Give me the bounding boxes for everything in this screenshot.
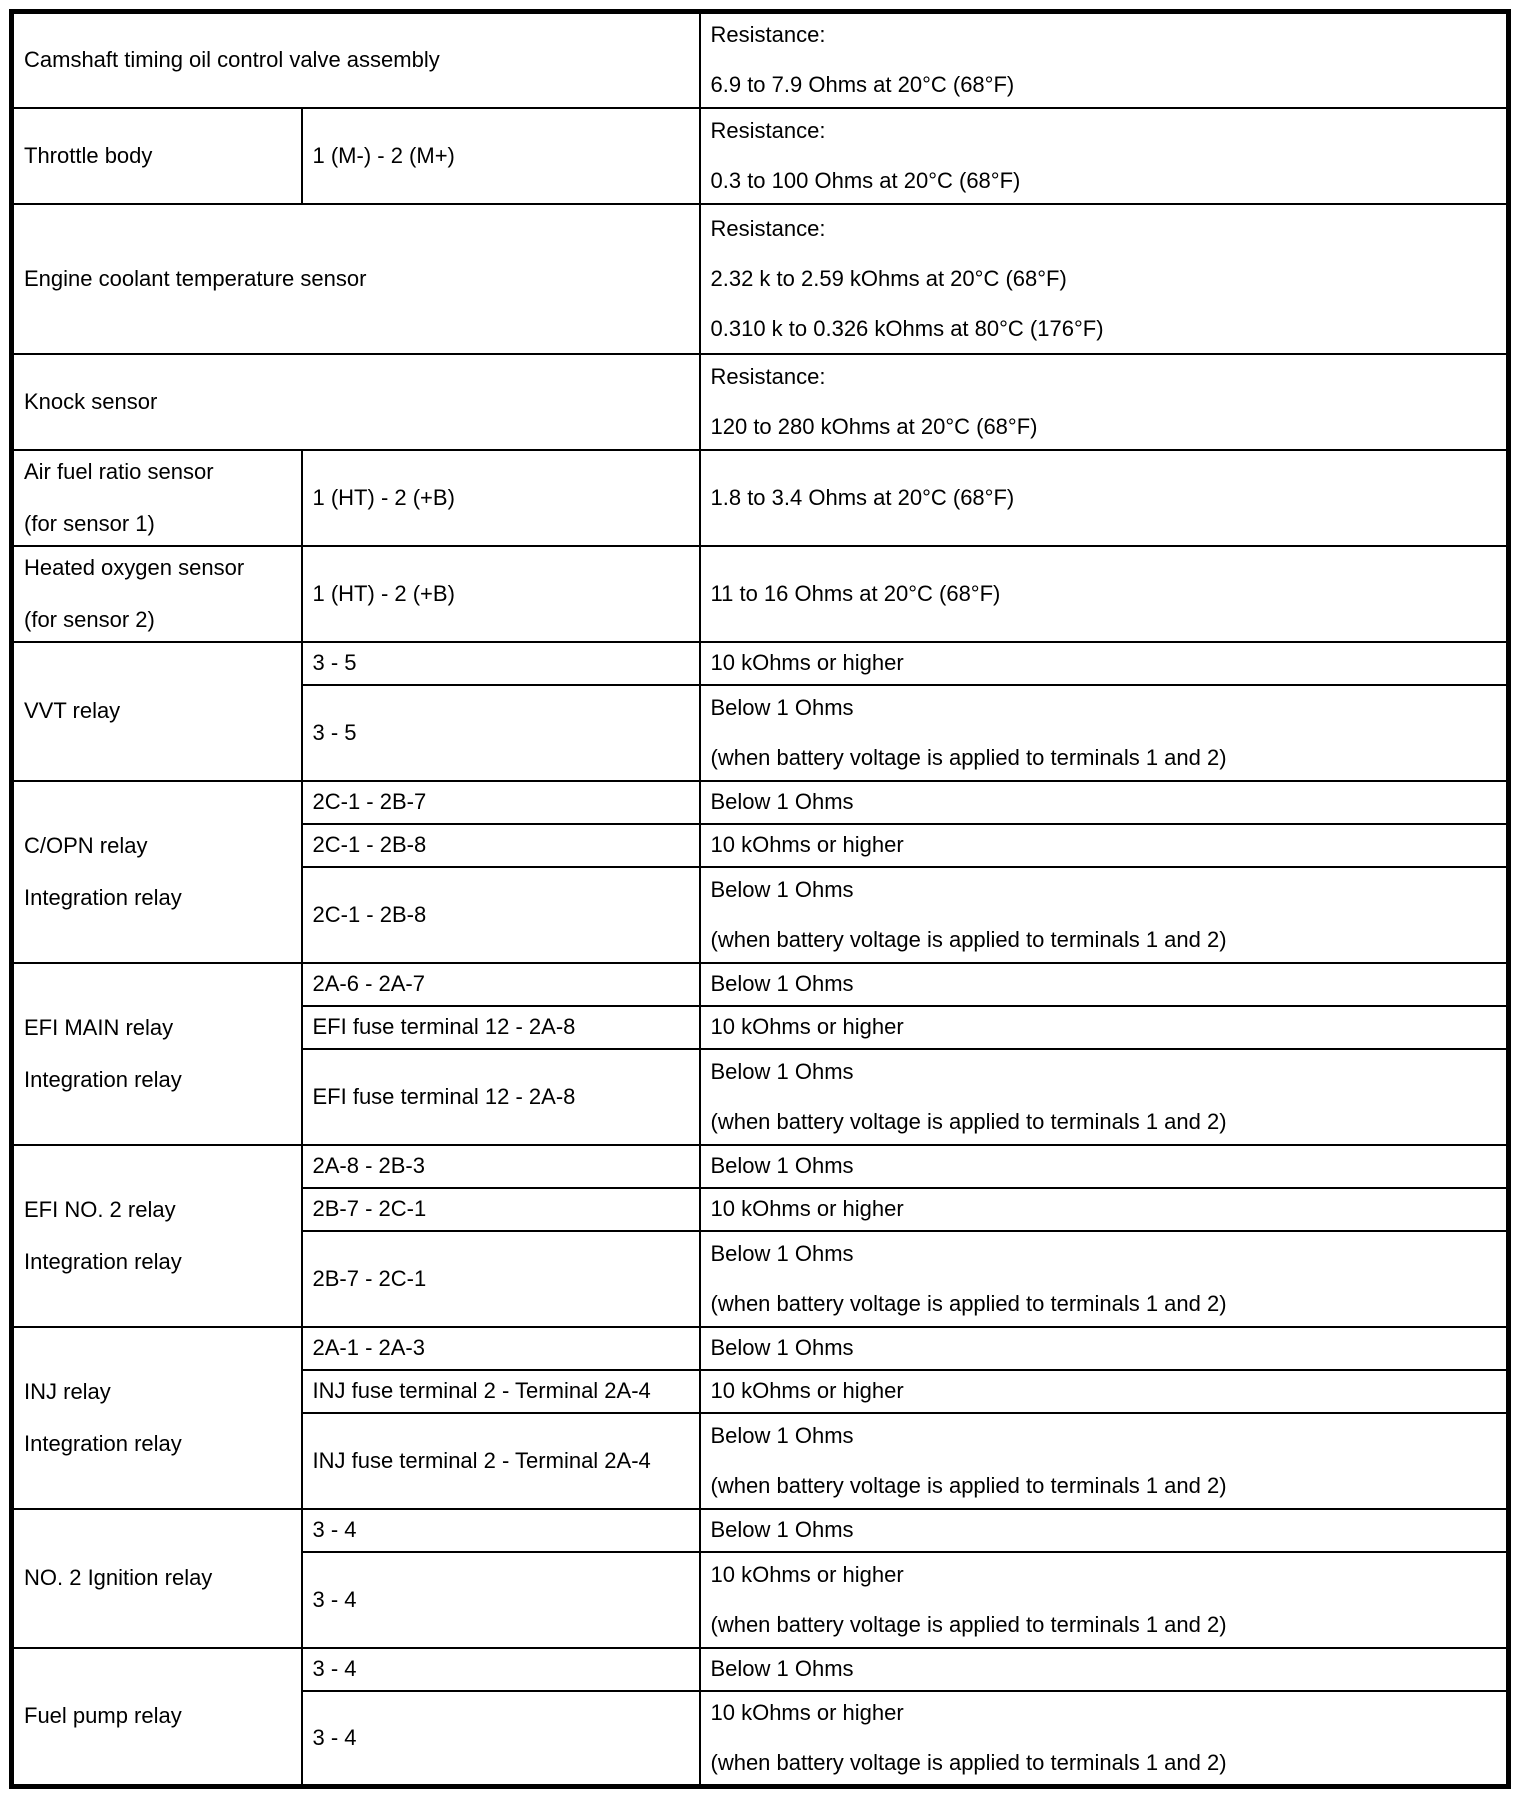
spec-cell (700, 1145, 1509, 1188)
component-line: VVT relay (24, 698, 121, 723)
component-cell (12, 963, 302, 1145)
spec-line: (when battery voltage is applied to terminals 1 and 2) (710, 926, 1227, 952)
spec-line: 10 kOhms or higher (710, 1196, 904, 1221)
spec-line: 0.310 k to 0.326 kOhms at 80°C (176°F) (710, 315, 1104, 341)
component-cell (12, 1327, 302, 1509)
spec-line: 120 to 280 kOhms at 20°C (68°F) (710, 413, 1038, 439)
spec-line: Below 1 Ohms (710, 1335, 854, 1360)
spec-line: Resistance: (710, 363, 826, 389)
component-cell (12, 1145, 302, 1327)
component-cell (12, 354, 700, 450)
spec-cell (700, 12, 1509, 108)
spec-line: 10 kOhms or higher (710, 832, 904, 857)
component-line: EFI MAIN relay (24, 1014, 174, 1040)
component-cell (12, 450, 302, 546)
terminal-line: 3 - 4 (312, 1517, 357, 1542)
component-cell (12, 12, 700, 108)
terminal-line: 2C-1 - 2B-8 (312, 901, 427, 927)
spec-line: 10 kOhms or higher (710, 1699, 904, 1725)
terminal-line: EFI fuse terminal 12 - 2A-8 (312, 1083, 576, 1109)
spec-line: (when battery voltage is applied to terminals 1 and 2) (710, 1611, 1227, 1637)
terminal-line: 2A-1 - 2A-3 (312, 1335, 425, 1360)
terminal-line: 2A-6 - 2A-7 (312, 971, 425, 996)
spec-cell (700, 1509, 1509, 1552)
terminal-line: INJ fuse terminal 2 - Terminal 2A-4 (312, 1447, 651, 1473)
terminal-line: 3 - 4 (312, 1656, 357, 1681)
component-cell (12, 1648, 302, 1787)
terminal-line: 3 - 4 (312, 1586, 357, 1612)
component-line: Heated oxygen sensor (24, 554, 245, 580)
component-line: INJ relay (24, 1378, 111, 1404)
terminal-line: 3 - 5 (312, 650, 357, 675)
terminal-cell (302, 824, 700, 867)
component-line: Knock sensor (24, 388, 158, 414)
terminal-line: 2C-1 - 2B-7 (312, 789, 427, 814)
component-line: Integration relay (24, 1066, 182, 1092)
spec-line: Below 1 Ohms (710, 1058, 854, 1084)
spec-line: (when battery voltage is applied to terminals 1 and 2) (710, 1290, 1227, 1316)
component-cell (12, 204, 700, 354)
terminal-cell (302, 1691, 700, 1787)
component-line: (for sensor 2) (24, 606, 155, 632)
terminal-cell (302, 1006, 700, 1049)
terminal-cell (302, 1370, 700, 1413)
terminal-cell (302, 1188, 700, 1231)
component-line: NO. 2 Ignition relay (24, 1565, 213, 1590)
spec-line: (when battery voltage is applied to terminals 1 and 2) (710, 1749, 1227, 1775)
spec-cell (700, 1188, 1509, 1231)
spec-cell (700, 450, 1509, 546)
table-row (12, 642, 1509, 685)
table-row (12, 546, 1509, 642)
terminal-cell (302, 1049, 700, 1145)
table-row (12, 1648, 1509, 1691)
spec-cell (700, 1648, 1509, 1691)
terminal-cell (302, 546, 700, 642)
spec-cell (700, 354, 1509, 450)
table-row (12, 1327, 1509, 1370)
spec-cell (700, 108, 1509, 204)
spec-table (9, 9, 1511, 1789)
spec-line: Resistance: (710, 215, 826, 241)
spec-cell (700, 1370, 1509, 1413)
terminal-cell (302, 642, 700, 685)
spec-line: 10 kOhms or higher (710, 1378, 904, 1403)
spec-cell (700, 1327, 1509, 1370)
spec-line: Below 1 Ohms (710, 1517, 854, 1542)
terminal-cell (302, 1145, 700, 1188)
component-line: EFI NO. 2 relay (24, 1196, 176, 1222)
terminal-cell (302, 1231, 700, 1327)
table-row (12, 781, 1509, 824)
spec-line: Below 1 Ohms (710, 1422, 854, 1448)
spec-cell (700, 867, 1509, 963)
terminal-line: 1 (HT) - 2 (+B) (312, 580, 455, 606)
spec-cell (700, 204, 1509, 354)
spec-line: Below 1 Ohms (710, 694, 854, 720)
terminal-line: 2B-7 - 2C-1 (312, 1196, 427, 1221)
terminal-cell (302, 963, 700, 1006)
component-cell (12, 642, 302, 781)
terminal-line: 3 - 4 (312, 1724, 357, 1750)
spec-cell (700, 781, 1509, 824)
terminal-cell (302, 685, 700, 781)
component-line: Integration relay (24, 1430, 182, 1456)
terminal-line: EFI fuse terminal 12 - 2A-8 (312, 1014, 576, 1039)
component-line: Integration relay (24, 884, 182, 910)
spec-line: Below 1 Ohms (710, 971, 854, 996)
component-cell (12, 108, 302, 204)
terminal-cell (302, 1327, 700, 1370)
component-line: Integration relay (24, 1248, 182, 1274)
component-line: Air fuel ratio sensor (24, 458, 214, 484)
spec-cell (700, 1049, 1509, 1145)
spec-line: 10 kOhms or higher (710, 1014, 904, 1039)
spec-line: 0.3 to 100 Ohms at 20°C (68°F) (710, 167, 1021, 193)
spec-line: Resistance: (710, 22, 826, 48)
component-line: (for sensor 1) (24, 510, 155, 536)
table-row (12, 1509, 1509, 1552)
spec-cell (700, 963, 1509, 1006)
table-row (12, 963, 1509, 1006)
spec-line: 10 kOhms or higher (710, 650, 904, 675)
terminal-cell (302, 1509, 700, 1552)
spec-cell (700, 824, 1509, 867)
spec-line: Resistance: (710, 117, 826, 143)
component-cell (12, 781, 302, 963)
component-line: C/OPN relay (24, 832, 148, 858)
spec-cell (700, 642, 1509, 685)
spec-line: 2.32 k to 2.59 kOhms at 20°C (68°F) (710, 265, 1067, 291)
terminal-cell (302, 1648, 700, 1691)
table-row (12, 354, 1509, 450)
terminal-line: 3 - 5 (312, 719, 357, 745)
spec-line: 6.9 to 7.9 Ohms at 20°C (68°F) (710, 72, 1015, 98)
table-row (12, 450, 1509, 546)
spec-line: 1.8 to 3.4 Ohms at 20°C (68°F) (710, 484, 1015, 510)
spec-line: (when battery voltage is applied to terminals 1 and 2) (710, 744, 1227, 770)
component-cell (12, 546, 302, 642)
terminal-line: 2B-7 - 2C-1 (312, 1265, 427, 1291)
spec-line: (when battery voltage is applied to terminals 1 and 2) (710, 1108, 1227, 1134)
table-row (12, 1145, 1509, 1188)
spec-cell (700, 1413, 1509, 1509)
spec-cell (700, 546, 1509, 642)
terminal-cell (302, 781, 700, 824)
spec-line: Below 1 Ohms (710, 789, 854, 814)
spec-cell (700, 685, 1509, 781)
terminal-line: INJ fuse terminal 2 - Terminal 2A-4 (312, 1378, 651, 1403)
spec-line: (when battery voltage is applied to terminals 1 and 2) (710, 1472, 1227, 1498)
spec-cell (700, 1691, 1509, 1787)
spec-line: Below 1 Ohms (710, 876, 854, 902)
table-row (12, 108, 1509, 204)
terminal-line: 1 (HT) - 2 (+B) (312, 484, 455, 510)
component-line: Engine coolant temperature sensor (24, 265, 367, 291)
spec-line: 11 to 16 Ohms at 20°C (68°F) (710, 580, 1001, 606)
terminal-cell (302, 867, 700, 963)
spec-line: Below 1 Ohms (710, 1153, 854, 1178)
terminal-line: 2C-1 - 2B-8 (312, 832, 427, 857)
table-row (12, 12, 1509, 108)
component-line: Throttle body (24, 142, 153, 168)
component-line: Camshaft timing oil control valve assembly (24, 47, 440, 73)
table-row (12, 204, 1509, 354)
spec-line: 10 kOhms or higher (710, 1561, 904, 1587)
spec-cell (700, 1231, 1509, 1327)
component-line: Fuel pump relay (24, 1703, 182, 1729)
spec-cell (700, 1552, 1509, 1648)
spec-cell (700, 1006, 1509, 1049)
spec-line: Below 1 Ohms (710, 1656, 854, 1681)
spec-table-body (12, 12, 1509, 1787)
component-cell (12, 1509, 302, 1648)
terminal-line: 1 (M-) - 2 (M+) (312, 142, 455, 168)
terminal-cell (302, 450, 700, 546)
terminal-cell (302, 1413, 700, 1509)
terminal-cell (302, 108, 700, 204)
terminal-cell (302, 1552, 700, 1648)
terminal-line: 2A-8 - 2B-3 (312, 1153, 425, 1178)
spec-line: Below 1 Ohms (710, 1240, 854, 1266)
